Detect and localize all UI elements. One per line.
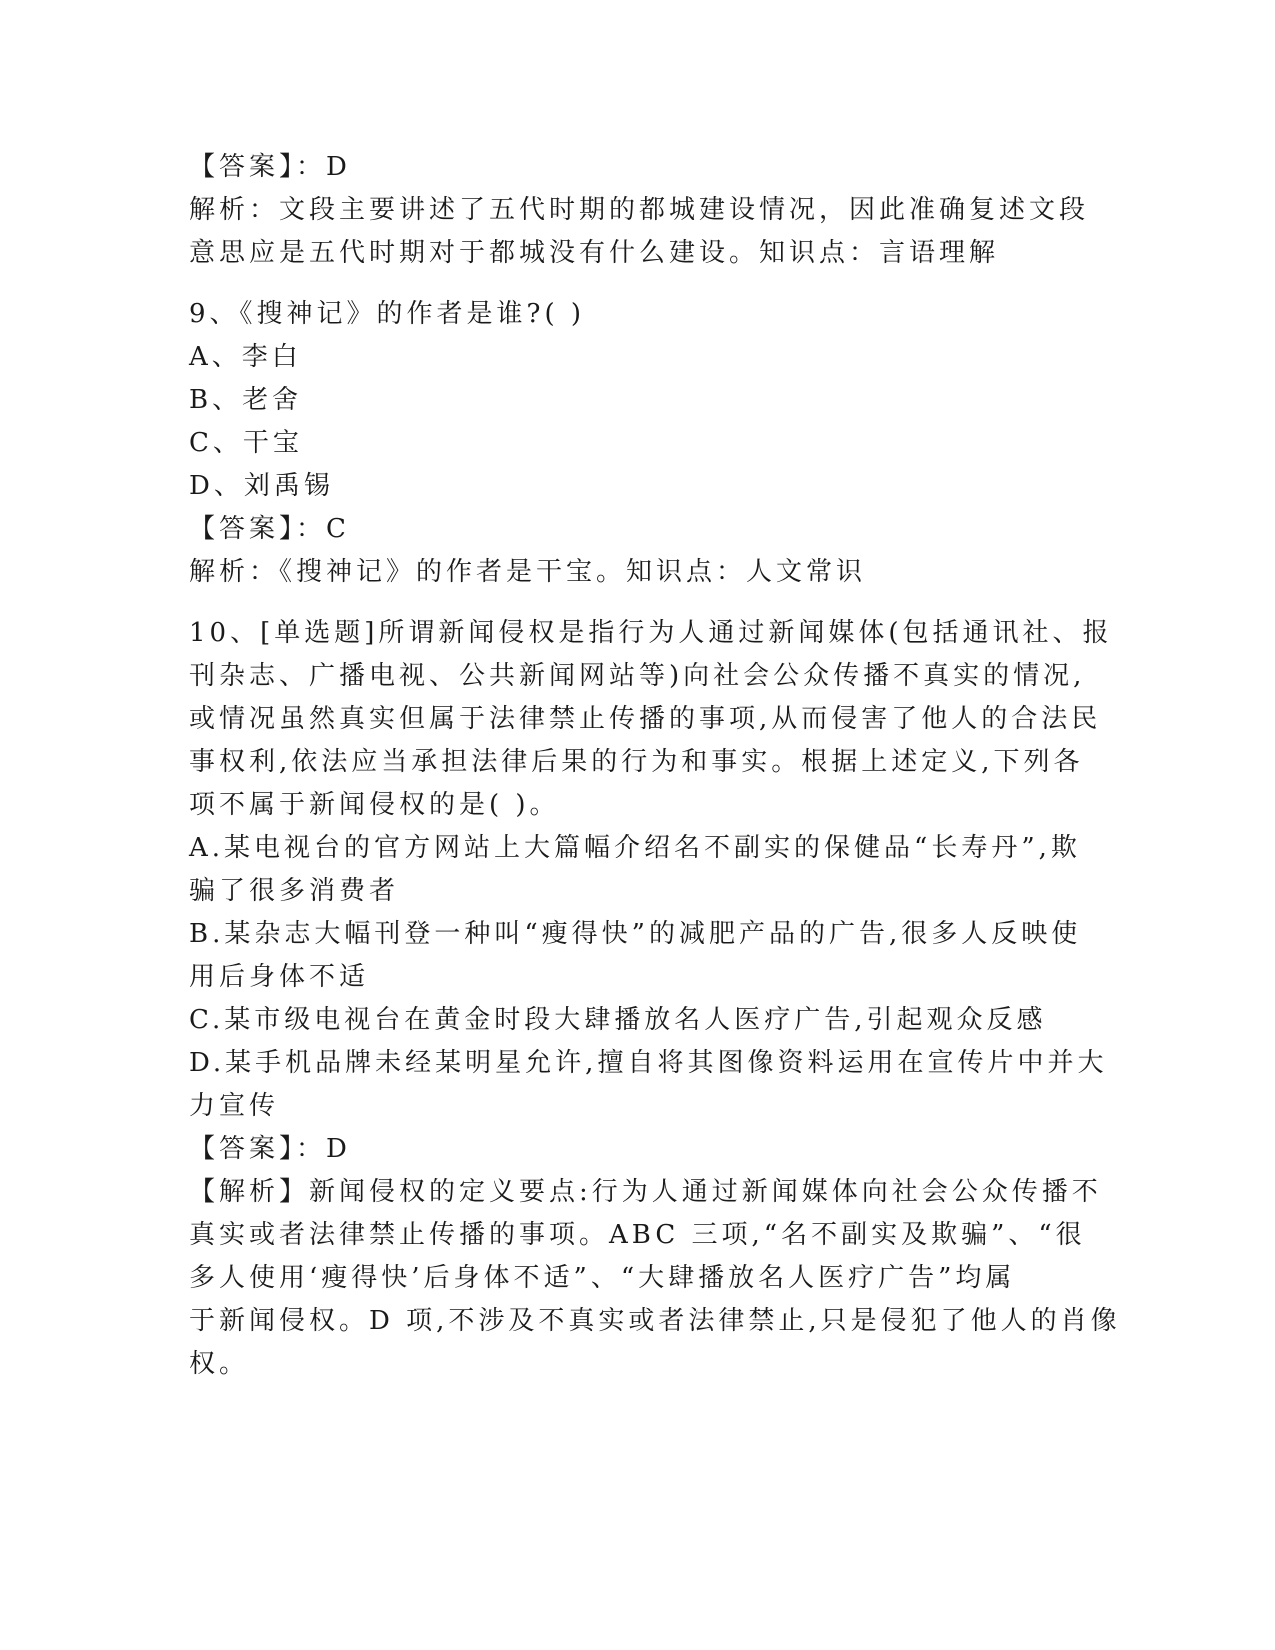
option-a-line: A.某电视台的官方网站上大篇幅介绍名不副实的保健品“长寿丹”,欺 (189, 833, 1081, 863)
document-page (189, 146, 1121, 1386)
option-d-line: D.某手机品牌未经某明星允许,擅自将其图像资料运用在宣传片中并大 (189, 1048, 1108, 1078)
option-b-line: B.某杂志大幅刊登一种叫“瘦得快”的减肥产品的广告,很多人反映使 (189, 919, 1082, 949)
question-stem-line: 或情况虽然真实但属于法律禁止传播的事项,从而侵害了他人的合法民 (189, 704, 1102, 734)
explanation-line: 真实或者法律禁止传播的事项。ABC 三项,“名不副实及欺骗”、“很 (189, 1220, 1086, 1250)
explanation-line: 意思应是五代时期对于都城没有什么建设。知识点：言语理解 (189, 238, 1000, 268)
answer-line: 【答案】：D (189, 1134, 351, 1164)
option-c: C、干宝 (189, 428, 303, 458)
answer-line: 【答案】：C (189, 514, 350, 544)
option-d: D、刘禹锡 (189, 471, 334, 501)
explanation-line: 【解析】新闻侵权的定义要点:行为人通过新闻媒体向社会公众传播不 (189, 1177, 1102, 1207)
question-10-block (189, 612, 1121, 1386)
question-stem-line: 事权利,依法应当承担法律后果的行为和事实。根据上述定义,下列各 (189, 747, 1084, 777)
option-c-line: C.某市级电视台在黄金时段大肆播放名人医疗广告,引起观众反感 (189, 1005, 1047, 1035)
prev-question-block (189, 146, 1090, 275)
option-b: B、老舍 (189, 385, 303, 415)
question-stem-line: 10、[单选题]所谓新闻侵权是指行为人通过新闻媒体(包括通讯社、报 (189, 618, 1113, 648)
explanation-line: 解析：文段主要讲述了五代时期的都城建设情况，因此准确复述文段 (189, 195, 1090, 225)
answer-line: 【答案】：D (189, 152, 351, 182)
explanation-line: 多人使用‘瘦得快’后身体不适”、“大肆播放名人医疗广告”均属 (189, 1263, 1016, 1293)
explanation-line: 于新闻侵权。D 项,不涉及不真实或者法律禁止,只是侵犯了他人的肖像 (189, 1306, 1121, 1336)
question-9-block (189, 293, 1084, 594)
option-d-line: 力宣传 (189, 1091, 280, 1121)
question-stem-line: 刊杂志、广播电视、公共新闻网站等)向社会公众传播不真实的情况, (189, 661, 1086, 691)
question-stem: 9、《搜神记》的作者是谁?( ) (189, 299, 586, 329)
explanation-line: 权。 (189, 1349, 250, 1379)
question-stem-line: 项不属于新闻侵权的是( )。 (189, 790, 560, 820)
option-a: A、李白 (189, 342, 302, 372)
explanation-line: 解析：《搜神记》的作者是干宝。知识点：人文常识 (189, 557, 867, 587)
option-b-line: 用后身体不适 (189, 962, 370, 992)
option-a-line: 骗了很多消费者 (189, 876, 400, 906)
